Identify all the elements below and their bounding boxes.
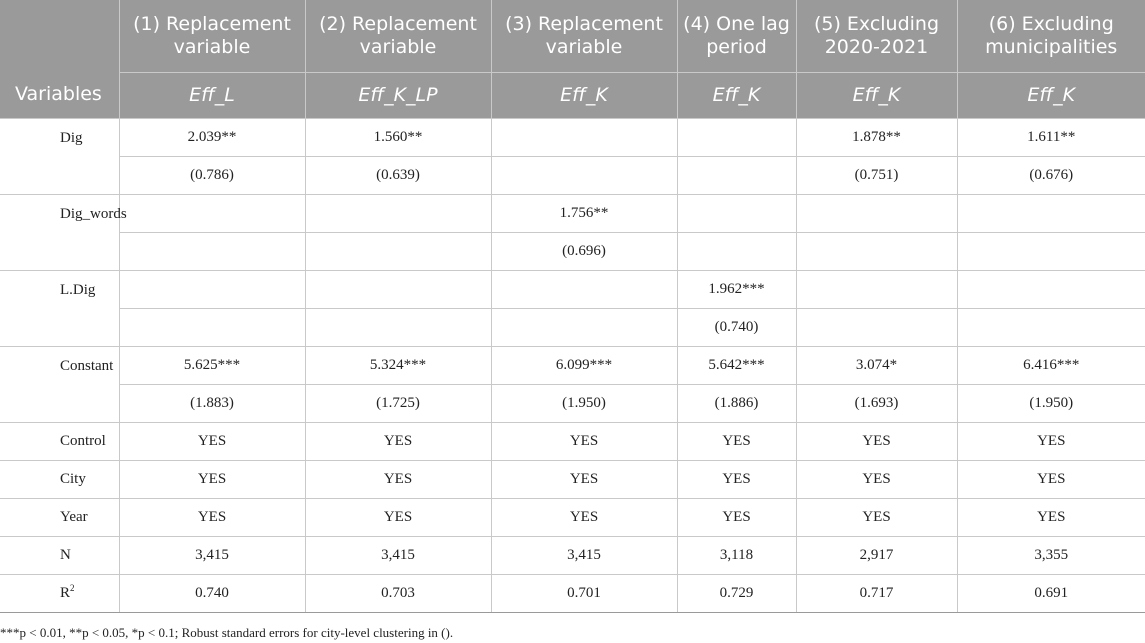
coefficient-cell: [796, 270, 957, 308]
column-title: (6) Excluding municipalities: [957, 0, 1145, 72]
stat-cell: 3,355: [957, 536, 1145, 574]
column-title: (4) One lag period: [677, 0, 796, 72]
coefficient-cell: 5.625***: [119, 346, 305, 384]
dependent-variable: Eff_K: [491, 72, 677, 118]
stat-cell: YES: [677, 460, 796, 498]
stat-cell: 0.703: [305, 574, 491, 612]
row-label-text: Control: [60, 432, 106, 449]
stat-cell: 0.701: [491, 574, 677, 612]
dependent-variable: Eff_K: [957, 72, 1145, 118]
stat-cell: 3,415: [491, 536, 677, 574]
std-error-cell: (0.676): [957, 156, 1145, 194]
coefficient-cell: 6.099***: [491, 346, 677, 384]
coefficient-cell: 2.039**: [119, 118, 305, 156]
coefficient-cell: [491, 270, 677, 308]
std-error-cell: [796, 232, 957, 270]
row-label-text: R: [60, 584, 71, 601]
coefficient-cell: [119, 194, 305, 232]
std-error-cell: (1.693): [796, 384, 957, 422]
dependent-variable: Eff_K_LP: [305, 72, 491, 118]
coefficient-cell: 3.074*: [796, 346, 957, 384]
std-error-cell: [677, 232, 796, 270]
stat-cell: 0.740: [119, 574, 305, 612]
dependent-variable: Eff_K: [796, 72, 957, 118]
row-label: [0, 498, 119, 536]
row-label: [0, 422, 119, 460]
dependent-variable: Eff_K: [677, 72, 796, 118]
table-row: [0, 422, 1145, 460]
std-error-cell: (0.639): [305, 156, 491, 194]
coefficient-cell: 1.962***: [677, 270, 796, 308]
table-header: [0, 0, 1145, 118]
table-row: [0, 498, 1145, 536]
table-row: [0, 270, 1145, 308]
coefficient-cell: [677, 118, 796, 156]
table-row: [0, 308, 1145, 346]
stat-cell: YES: [305, 460, 491, 498]
table-row: [0, 346, 1145, 384]
std-error-cell: (1.950): [491, 384, 677, 422]
std-error-cell: [491, 308, 677, 346]
dependent-variable: Eff_L: [119, 72, 305, 118]
coefficient-cell: [957, 270, 1145, 308]
stat-cell: 3,415: [305, 536, 491, 574]
std-error-cell: [305, 308, 491, 346]
std-error-cell: (1.950): [957, 384, 1145, 422]
std-error-cell: [119, 232, 305, 270]
stat-cell: YES: [957, 460, 1145, 498]
std-error-cell: (0.696): [491, 232, 677, 270]
column-title: (2) Replacement variable: [305, 0, 491, 72]
coefficient-cell: 1.560**: [305, 118, 491, 156]
stat-cell: YES: [677, 422, 796, 460]
table-row: [0, 384, 1145, 422]
std-error-cell: (0.786): [119, 156, 305, 194]
stat-cell: YES: [491, 460, 677, 498]
table-row: [0, 574, 1145, 612]
std-error-cell: (0.751): [796, 156, 957, 194]
stat-cell: YES: [957, 498, 1145, 536]
stat-cell: 2,917: [796, 536, 957, 574]
coefficient-cell: 6.416***: [957, 346, 1145, 384]
table-row: [0, 194, 1145, 232]
row-label-text: Year: [60, 508, 88, 525]
table-row: [0, 536, 1145, 574]
row-label-superscript: 2: [70, 582, 75, 593]
row-label: [0, 460, 119, 498]
coefficient-cell: 5.642***: [677, 346, 796, 384]
coefficient-cell: 1.878**: [796, 118, 957, 156]
stat-cell: 3,118: [677, 536, 796, 574]
std-error-cell: [957, 308, 1145, 346]
stat-cell: YES: [796, 498, 957, 536]
table-row: [0, 232, 1145, 270]
std-error-cell: [957, 232, 1145, 270]
std-error-cell: [119, 308, 305, 346]
stat-cell: YES: [305, 498, 491, 536]
coefficient-cell: 1.756**: [491, 194, 677, 232]
header-corner: [0, 0, 119, 72]
stat-cell: 3,415: [119, 536, 305, 574]
std-error-cell: (1.886): [677, 384, 796, 422]
table-row: [0, 460, 1145, 498]
std-error-cell: (1.725): [305, 384, 491, 422]
std-error-cell: [491, 156, 677, 194]
std-error-cell: (1.883): [119, 384, 305, 422]
stat-cell: YES: [119, 498, 305, 536]
table-footnote: ***p < 0.01, **p < 0.05, *p < 0.1; Robust standard errors for city-level clustering in ().: [0, 625, 454, 640]
coefficient-cell: [677, 194, 796, 232]
stat-cell: 0.717: [796, 574, 957, 612]
std-error-cell: (0.740): [677, 308, 796, 346]
stat-cell: YES: [957, 422, 1145, 460]
row-label: L.Dig: [0, 270, 119, 346]
stat-cell: YES: [305, 422, 491, 460]
stat-cell: YES: [491, 498, 677, 536]
coefficient-cell: [305, 270, 491, 308]
table-body: [0, 118, 1145, 612]
row-label: Dig: [0, 118, 119, 194]
coefficient-cell: [957, 194, 1145, 232]
stat-cell: 0.691: [957, 574, 1145, 612]
std-error-cell: [305, 232, 491, 270]
coefficient-cell: [796, 194, 957, 232]
std-error-cell: [796, 308, 957, 346]
row-label-text: N: [60, 546, 71, 563]
stat-cell: YES: [796, 422, 957, 460]
stat-cell: YES: [491, 422, 677, 460]
stat-cell: 0.729: [677, 574, 796, 612]
row-label-text: City: [60, 470, 86, 487]
variables-header: Variables: [0, 72, 119, 118]
table-row: [0, 118, 1145, 156]
row-label: Dig_words: [0, 194, 119, 270]
row-label: [0, 536, 119, 574]
column-title: (3) Replacement variable: [491, 0, 677, 72]
stat-cell: YES: [677, 498, 796, 536]
coefficient-cell: 5.324***: [305, 346, 491, 384]
coefficient-cell: [305, 194, 491, 232]
coefficient-cell: [119, 270, 305, 308]
table-row: [0, 156, 1145, 194]
column-title: (5) Excluding 2020-2021: [796, 0, 957, 72]
row-label: [0, 574, 119, 612]
stat-cell: YES: [119, 460, 305, 498]
column-title: (1) Replacement variable: [119, 0, 305, 72]
row-label: Constant: [0, 346, 119, 422]
stat-cell: YES: [119, 422, 305, 460]
coefficient-cell: [491, 118, 677, 156]
coefficient-cell: 1.611**: [957, 118, 1145, 156]
stat-cell: YES: [796, 460, 957, 498]
std-error-cell: [677, 156, 796, 194]
